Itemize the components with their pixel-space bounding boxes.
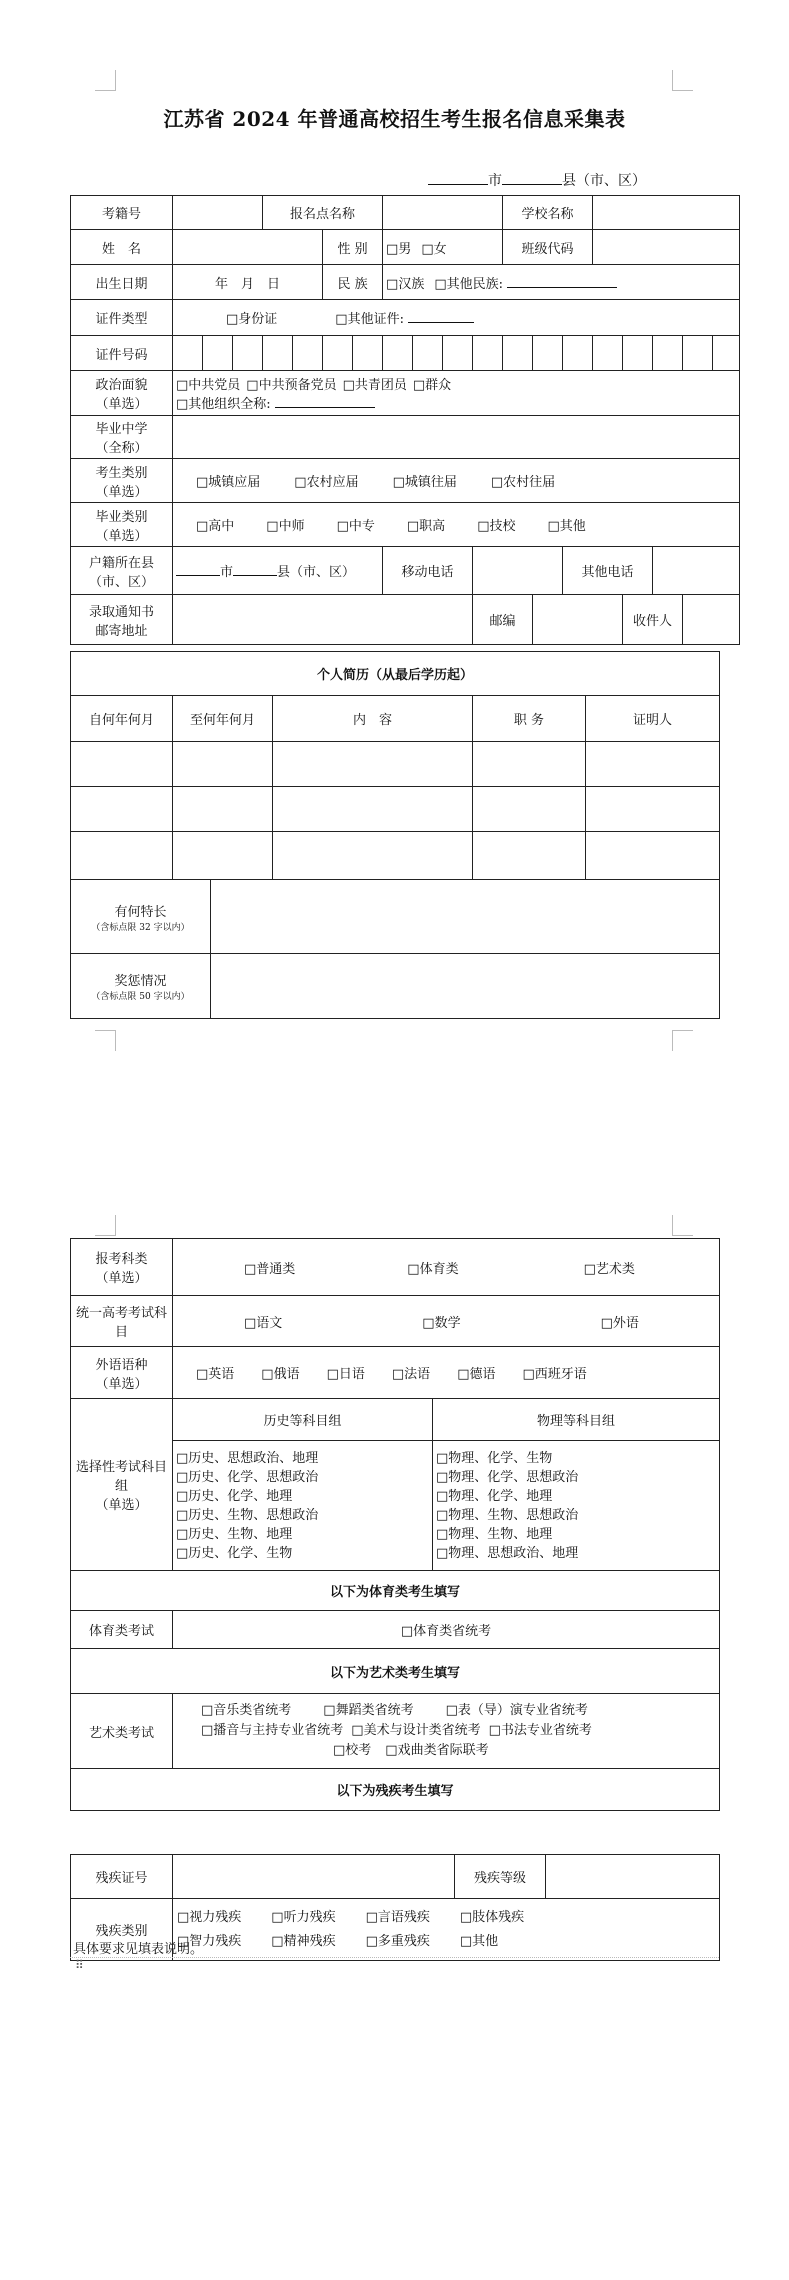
unified-label: 统一高考考试科目 [71,1296,173,1347]
school-name-field[interactable] [593,196,740,230]
category-option[interactable]: □城镇往届 [392,475,457,490]
mobile-label: 移动电话 [383,547,473,595]
other-ethnic-checkbox[interactable]: □其他民族: [434,276,503,292]
id-digit[interactable] [353,336,383,371]
art-options [173,1694,720,1769]
disability-option[interactable]: □听力残疾 [271,1909,336,1925]
crop-mark [672,70,693,91]
id-digit[interactable] [503,336,533,371]
disability-option[interactable]: □言语残疾 [365,1909,430,1925]
location-line [428,170,646,190]
id-digit[interactable] [563,336,593,371]
disability-level-field[interactable] [546,1855,720,1899]
resume-cell[interactable] [71,832,173,880]
specialty-label [71,880,211,954]
awards-note: （含标点限 50 字以内） [91,992,190,1002]
history-options [173,1441,433,1571]
lang-label-text: 外语语种 [95,1357,148,1373]
class-code-label: 班级代码 [503,230,593,265]
grad-type-label [71,503,173,547]
ethnicity-label: 民 族 [323,265,383,300]
mail-label [71,595,173,645]
political-options [173,371,740,416]
other-id-blank[interactable] [408,308,474,323]
mail-label-text: 录取通知书 [88,604,154,620]
lang-option[interactable]: □德语 [457,1367,496,1382]
exam-no-field[interactable] [173,196,263,230]
resume-cell[interactable] [71,787,173,832]
lang-option[interactable]: □俄语 [261,1367,300,1382]
subject-option[interactable]: □艺术类 [583,1261,635,1277]
resume-cell[interactable] [173,787,273,832]
school-name-label: 学校名称 [503,196,593,230]
grad-school-label [71,416,173,459]
political-label [71,371,173,416]
resume-col-from: 自何年何月 [71,696,173,742]
id-digit[interactable] [683,336,713,371]
id-digit[interactable] [173,336,203,371]
awards-label [71,954,211,1019]
art-option[interactable]: □表（导）演专业省统考 [445,1703,588,1718]
lang-option[interactable]: □日语 [326,1367,365,1382]
grad-type-option[interactable]: □高中 [196,519,235,534]
lang-label [71,1347,173,1399]
postcode-label: 邮编 [473,595,533,645]
single-choice-note: （单选） [95,1271,148,1286]
subject-label-text: 报考科类 [95,1252,148,1267]
physics-option[interactable]: □物理、生物、地理 [436,1526,553,1542]
disability-options [173,1899,720,1961]
history-option[interactable]: □历史、化学、生物 [176,1545,293,1561]
resume-cell[interactable] [473,787,586,832]
divider [70,1957,719,1958]
han-checkbox[interactable]: □汉族 [386,276,425,292]
single-choice-note: （单选） [95,528,148,544]
id-digit[interactable] [413,336,443,371]
female-checkbox[interactable]: □女 [421,241,447,257]
crop-mark [95,1030,116,1051]
resume-cell[interactable] [71,742,173,787]
id-digit[interactable] [383,336,413,371]
basic-info-table [70,195,740,645]
recipient-label: 收件人 [623,595,683,645]
single-choice-note: （单选） [95,1376,148,1392]
political-option[interactable]: □共青团员 [342,378,407,393]
exam-info-table [70,1238,720,1811]
history-option[interactable]: □历史、思想政治、地理 [176,1450,319,1466]
resume-col-position: 职 务 [473,696,586,742]
art-option[interactable]: □戏曲类省际联考 [385,1743,489,1758]
history-option[interactable]: □历史、化学、思想政治 [176,1469,319,1485]
hukou-city-blank[interactable] [176,561,220,576]
category-label [71,459,173,503]
subject-option[interactable]: □普通类 [244,1261,296,1277]
art-option[interactable]: □音乐类省统考 [201,1703,292,1718]
physics-option[interactable]: □物理、化学、生物 [436,1450,553,1466]
unified-option[interactable]: □外语 [600,1315,639,1331]
unified-option[interactable]: □语文 [244,1315,283,1331]
gender-label: 性 别 [323,230,383,265]
resume-cell[interactable] [586,787,720,832]
resume-cell[interactable] [473,832,586,880]
unified-options [173,1296,720,1347]
art-option[interactable]: □美术与设计类省统考 [351,1723,481,1738]
sports-heading: 以下为体育类考生填写 [71,1571,720,1611]
disability-no-label: 残疾证号 [71,1855,173,1899]
resume-cell[interactable] [173,742,273,787]
art-heading: 以下为艺术类考生填写 [71,1649,720,1694]
hukou-county-label: 县（市、区） [277,565,356,580]
id-no-label: 证件号码 [71,336,173,371]
id-type-label: 证件类型 [71,300,173,336]
specialty-field[interactable] [211,880,720,954]
history-option[interactable]: □历史、生物、地理 [176,1526,293,1542]
id-digit[interactable] [653,336,683,371]
name-field[interactable] [173,230,323,265]
disability-option[interactable]: □智力残疾 [177,1933,242,1949]
physics-option[interactable]: □物理、生物、思想政治 [436,1507,579,1523]
id-digit[interactable] [533,336,563,371]
other-org-blank[interactable] [275,393,375,408]
hukou-city-label: 市 [220,565,234,580]
reg-point-label: 报名点名称 [263,196,383,230]
subject-label [71,1239,173,1296]
grad-type-option[interactable]: □技校 [477,519,516,534]
specialty-note: （含标点限 32 字以内） [91,922,190,933]
resume-col-content: 内 容 [273,696,473,742]
hukou-field[interactable] [173,547,383,595]
category-option[interactable]: □农村往届 [490,475,556,490]
ethnicity-options [383,265,740,300]
lang-options [173,1347,720,1399]
other-ethnic-blank[interactable] [507,273,617,288]
sports-option[interactable]: □体育类省统考 [173,1611,720,1649]
mail-sub-text: 邮寄地址 [95,623,148,639]
id-digit[interactable] [623,336,653,371]
resume-cell[interactable] [473,742,586,787]
mobile-field[interactable] [473,547,563,595]
other-org-checkbox[interactable]: □其他组织全称: [176,397,271,412]
grad-type-option[interactable]: □中专 [336,519,375,534]
art-option[interactable]: □校考 [333,1743,372,1758]
physics-option[interactable]: □物理、化学、地理 [436,1488,553,1504]
gender-options [383,230,503,265]
political-option[interactable]: □中共预备党员 [246,378,337,393]
birth-date-field[interactable]: 年 月 日 [173,265,323,300]
hukou-label [71,547,173,595]
physics-option[interactable]: □物理、化学、思想政治 [436,1469,579,1485]
category-option[interactable]: □城镇应届 [196,475,261,490]
county-blank[interactable] [502,170,562,185]
mail-address-field[interactable] [173,595,473,645]
category-option[interactable]: □农村应届 [294,475,359,490]
category-label-text: 考生类别 [95,465,148,481]
art-label: 艺术类考试 [71,1694,173,1769]
grad-type-option[interactable]: □中师 [266,519,305,534]
id-digit[interactable] [323,336,353,371]
lang-option[interactable]: □西班牙语 [522,1367,587,1382]
art-option[interactable]: □书法专业省统考 [488,1723,592,1738]
political-label-text: 政治面貌 [95,378,148,393]
id-digit[interactable] [443,336,473,371]
other-phone-label: 其他电话 [563,547,653,595]
hukou-sub-text: （市、区） [88,574,154,590]
id-digit[interactable] [713,336,740,371]
elective-label [71,1399,173,1571]
postcode-field[interactable] [533,595,623,645]
resume-col-to: 至何年何月 [173,696,273,742]
id-digit[interactable] [593,336,623,371]
grad-school-field[interactable] [173,416,740,459]
resume-cell[interactable] [586,832,720,880]
id-digit[interactable] [293,336,323,371]
awards-label-text: 奖惩情况 [114,974,167,989]
physics-option[interactable]: □物理、思想政治、地理 [436,1545,579,1561]
history-option[interactable]: □历史、化学、地理 [176,1488,293,1504]
subject-option[interactable]: □体育类 [407,1261,459,1277]
category-options [173,459,740,503]
drag-handle-icon[interactable]: ⠿ [75,1958,84,1972]
lang-option[interactable]: □英语 [196,1367,235,1382]
disability-option[interactable]: □视力残疾 [177,1909,242,1925]
footer-note: 具体要求见填表说明。 [73,1942,204,1957]
crop-mark [672,1030,693,1051]
grad-school-label-text: 毕业中学 [95,422,148,437]
id-digit[interactable] [203,336,233,371]
crop-mark [672,1215,693,1236]
city-label: 市 [488,173,502,189]
class-code-field[interactable] [593,230,740,265]
disability-heading: 以下为残疾考生填写 [71,1769,720,1811]
disability-option[interactable]: □多重残疾 [365,1933,430,1949]
physics-group-header: 物理等科目组 [433,1399,720,1441]
grad-type-options [173,503,740,547]
grad-type-label-text: 毕业类别 [95,509,148,525]
subject-options [173,1239,720,1296]
exam-no-label: 考籍号 [71,196,173,230]
resume-cell[interactable] [173,832,273,880]
id-digit[interactable] [233,336,263,371]
birth-date-label: 出生日期 [71,265,173,300]
grad-type-option[interactable]: □其他 [547,519,586,534]
name-label: 姓 名 [71,230,173,265]
id-digit[interactable] [473,336,503,371]
grad-type-option[interactable]: □职高 [406,519,446,534]
lang-option[interactable]: □法语 [391,1367,431,1382]
disability-no-field[interactable] [173,1855,455,1899]
reg-point-field[interactable] [383,196,503,230]
history-option[interactable]: □历史、生物、思想政治 [176,1507,319,1523]
physics-options [433,1441,720,1571]
art-option[interactable]: □舞蹈类省统考 [323,1703,414,1718]
other-id-checkbox[interactable]: □其他证件: [335,312,404,327]
page-title: 江苏省 2024 年普通高校招生考生报名信息采集表 [163,107,626,131]
specialty-label-text: 有何特长 [114,904,167,920]
hukou-county-blank[interactable] [233,561,277,576]
resume-cell[interactable] [273,742,473,787]
resume-heading: 个人简历（从最后学历起） [71,652,720,696]
single-choice-note: （单选） [95,484,148,500]
single-choice-note: （单选） [95,397,148,412]
id-type-options [173,300,740,336]
crop-mark [95,1215,116,1236]
county-label: 县（市、区） [562,173,646,189]
recipient-field[interactable] [683,595,740,645]
other-phone-field[interactable] [653,547,740,595]
male-checkbox[interactable]: □男 [386,241,412,257]
disability-option[interactable]: □精神残疾 [271,1933,336,1949]
crop-mark [95,70,116,91]
disability-level-label: 残疾等级 [455,1855,546,1899]
art-option[interactable]: □播音与主持专业省统考 [201,1723,344,1738]
hukou-label-text: 户籍所在县 [88,555,154,571]
political-option[interactable]: □中共党员 [176,378,241,393]
disability-option[interactable]: □肢体残疾 [459,1909,525,1925]
resume-cell[interactable] [273,787,473,832]
single-choice-note: （单选） [95,1498,148,1513]
resume-col-reference: 证明人 [586,696,720,742]
awards-field[interactable] [211,954,720,1019]
full-name-note: （全称） [95,441,148,456]
disability-type-label: 残疾类别 [71,1899,173,1961]
political-option[interactable]: □群众 [412,378,452,393]
sports-label: 体育类考试 [71,1611,173,1649]
id-digit[interactable] [263,336,293,371]
disability-option[interactable]: □其他 [459,1933,499,1949]
resume-table [70,651,720,1019]
id-card-checkbox[interactable]: □身份证 [226,312,278,327]
resume-cell[interactable] [273,832,473,880]
unified-option[interactable]: □数学 [422,1315,461,1331]
history-group-header: 历史等科目组 [173,1399,433,1441]
city-blank[interactable] [428,170,488,185]
resume-cell[interactable] [586,742,720,787]
elective-label-text: 选择性考试科目组 [75,1460,167,1494]
